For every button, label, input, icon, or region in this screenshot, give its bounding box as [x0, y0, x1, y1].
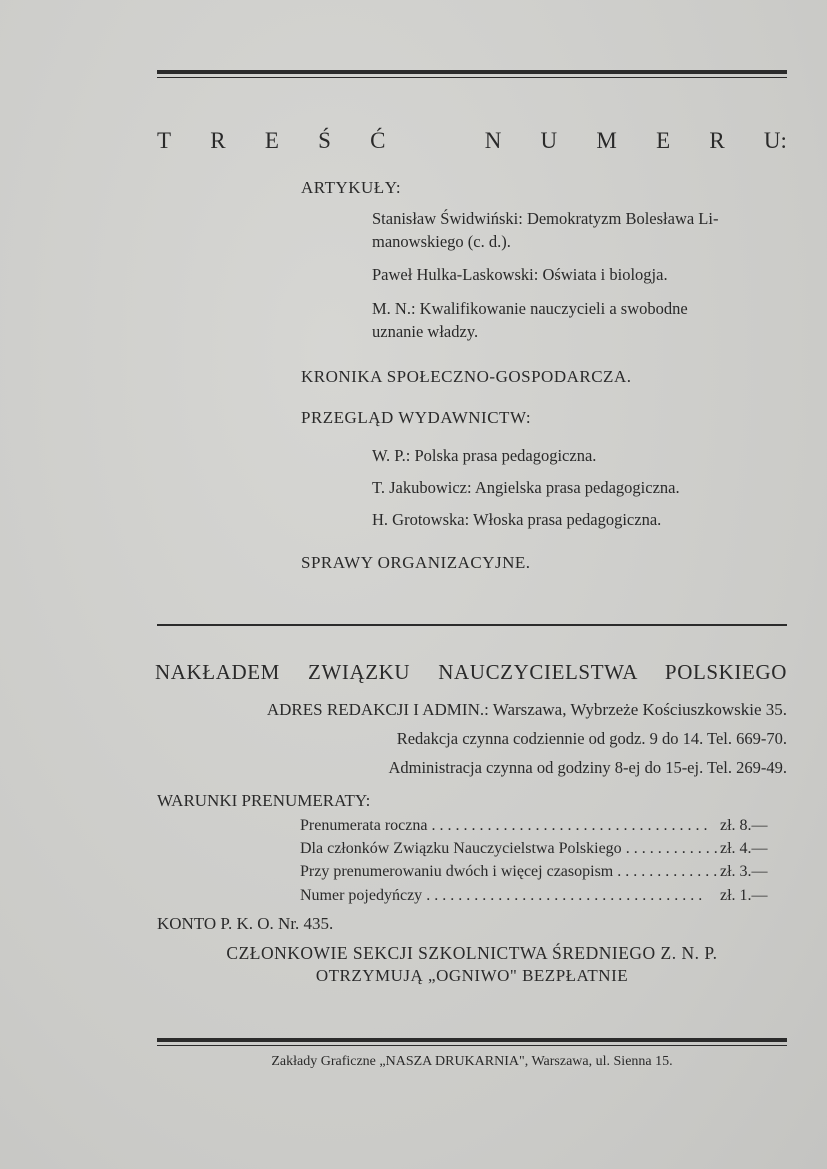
title-letter: M: [596, 128, 617, 153]
review-author: T. Jakubowicz:: [372, 478, 472, 497]
price-label: Przy prenumerowaniu dwóch i więcej czasopism . . .: [300, 863, 720, 881]
price-value: zł. 3.—: [720, 863, 768, 880]
title-letter: Ć: [370, 128, 386, 153]
review-header: PRZEGLĄD WYDAWNICTW:: [301, 408, 532, 427]
bottom-rule: [157, 1038, 787, 1042]
article-author: M. N.:: [372, 299, 416, 318]
review-entry: [372, 476, 680, 500]
article-title-cont: uznanie władzy.: [372, 322, 479, 341]
price-value: zł. 8.—: [720, 817, 768, 834]
article-entry: [372, 297, 688, 321]
review-author: H. Grotowska:: [372, 510, 470, 529]
price-row: [300, 817, 790, 835]
chronicle-section: KRONIKA SPOŁECZNO-GOSPODARCZA.: [301, 367, 632, 386]
title-letter: U: [540, 128, 558, 153]
middle-rule: [157, 624, 787, 626]
price-row: [300, 887, 790, 905]
price-label: Prenumerata roczna . . .: [300, 817, 720, 835]
price-label: Dla członków Związku Nauczycielstwa Polskiego . . .: [300, 840, 720, 858]
price-value: zł. 1.—: [720, 887, 768, 904]
subscription-header: WARUNKI PRENUMERATY:: [157, 791, 371, 810]
printer-imprint: Zakłady Graficzne „NASZA DRUKARNIA", Warszawa, ul. Sienna 15.: [271, 1054, 673, 1069]
review-title: Angielska prasa pedagogiczna.: [474, 478, 680, 497]
top-rule: [157, 70, 787, 74]
article-title: Demokratyzm Bolesława Li-: [526, 209, 719, 228]
price-label: Numer pojedyńczy . . .: [300, 887, 720, 905]
title-letter: E: [264, 128, 279, 153]
article-title: Oświata i biologja.: [542, 265, 668, 284]
review-entry: [372, 508, 661, 532]
articles-header: ARTYKUŁY:: [301, 178, 402, 197]
title-letter: U:: [763, 128, 787, 153]
admin-hours: Administracja czynna od godziny 8-ej do 15-ej. Tel. 269-49.: [388, 758, 787, 777]
title-letter: Ś: [318, 128, 331, 153]
article-author: Stanisław Świdwiński:: [372, 209, 523, 228]
review-title: Polska prasa pedagogiczna.: [414, 446, 597, 465]
review-author: W. P.:: [372, 446, 411, 465]
title-letter: E: [656, 128, 671, 153]
price-row: [300, 840, 790, 858]
article-title-cont: manowskiego (c. d.).: [372, 232, 511, 251]
article-entry: [372, 263, 668, 287]
review-title: Włoska prasa pedagogiczna.: [472, 510, 662, 529]
editorial-hours: Redakcja czynna codziennie od godz. 9 do 14. Tel. 669-70.: [396, 729, 787, 748]
article-entry: [372, 207, 718, 231]
price-value: zł. 4.—: [720, 840, 768, 857]
title-letter: R: [709, 128, 725, 153]
article-author: Paweł Hulka-Laskowski:: [372, 265, 539, 284]
members-line-2: OTRZYMUJĄ „OGNIWO" BEZPŁATNIE: [315, 966, 629, 985]
title-letter: R: [210, 128, 226, 153]
organizational-section: SPRAWY ORGANIZACYJNE.: [301, 553, 531, 572]
contents-title: [157, 128, 787, 154]
publisher-line: NAKŁADEM ZWIĄZKU NAUCZYCIELSTWA POLSKIEGO: [155, 660, 787, 684]
members-line-1: CZŁONKOWIE SEKCJI SZKOLNICTWA ŚREDNIEGO Z. N. P.: [226, 943, 718, 963]
editorial-address: ADRES REDAKCJI I ADMIN.: Warszawa, Wybrzeże Kościuszkowskie 35.: [266, 700, 787, 719]
title-letter: N: [484, 128, 502, 153]
article-title: Kwalifikowanie nauczycieli a swobodne: [419, 299, 688, 318]
review-entry: [372, 444, 596, 468]
account-number: KONTO P. K. O. Nr. 435.: [157, 914, 334, 933]
price-row: [300, 863, 790, 881]
title-letter: T: [157, 128, 172, 153]
